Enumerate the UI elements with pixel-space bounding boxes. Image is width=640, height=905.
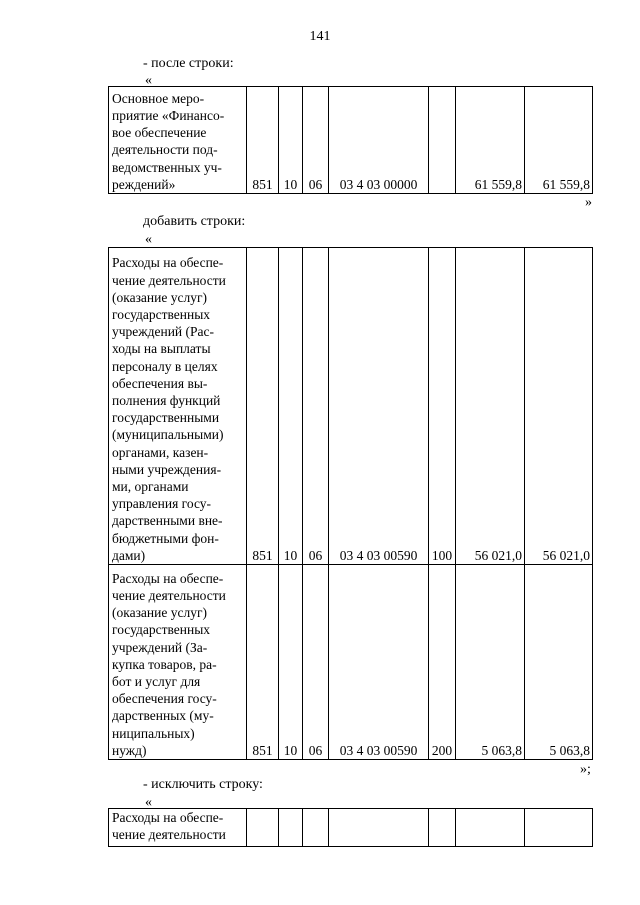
subsection-code-cell: [303, 809, 329, 847]
row-name-line: государственными: [112, 410, 220, 426]
row-name-line: бюджетными фон-: [112, 530, 219, 546]
budget-table-existing-line: [108, 86, 593, 194]
add-lines-instruction: добавить строки:: [143, 214, 246, 229]
row-name-cell: [109, 87, 247, 194]
row-name-line: дарственных (му-: [112, 708, 214, 724]
ministry-code-cell: 851: [247, 248, 279, 565]
budget-table-added-lines: [108, 247, 593, 760]
page-number: 141: [309, 29, 331, 44]
row-name-line: государственных: [112, 622, 211, 638]
row-name-line: управления госу-: [112, 496, 212, 512]
row-name-line: ходы на выплаты: [112, 341, 211, 357]
table-row: [109, 248, 593, 565]
open-quote-mark: «: [145, 232, 152, 247]
row-name-line: чение деятельности: [112, 827, 226, 843]
row-name-line: нужд): [112, 742, 147, 758]
row-name-line: ными учреждения-: [112, 461, 222, 477]
expense-type-cell: [429, 809, 456, 847]
row-name-line: Расходы на обеспе-: [112, 810, 224, 825]
row-name-line: обеспечения вы-: [112, 375, 208, 391]
exclude-line-instruction: - исключить строку:: [143, 777, 263, 792]
row-name-line: (оказание услуг): [112, 289, 207, 305]
row-name-line: обеспечения госу-: [112, 691, 217, 707]
row-name-line: чение деятельности: [112, 272, 226, 288]
row-name-line: учреждений (Рас-: [112, 324, 215, 340]
subsection-code-cell: 06: [303, 87, 329, 194]
row-name-line: органами, казен-: [112, 444, 209, 460]
amount-cell: 5 063,8: [456, 565, 525, 760]
ministry-code-cell: 851: [247, 565, 279, 760]
amount-cell: 61 559,8: [456, 87, 525, 194]
row-name-line: дами): [112, 547, 146, 563]
expense-type-cell: 200: [429, 565, 456, 760]
row-name-line: дарственными вне-: [112, 513, 223, 529]
row-name-cell: [109, 248, 247, 565]
row-name-cell: [109, 565, 247, 760]
section-code-cell: 10: [279, 87, 303, 194]
amount-cell: [456, 809, 525, 847]
row-name-line: деятельности под-: [112, 142, 218, 158]
row-name-line: (муниципальными): [112, 427, 224, 443]
target-article-cell: 03 4 03 00590: [329, 565, 429, 760]
table-row: [109, 87, 593, 194]
after-line-instruction: - после строки:: [143, 56, 234, 71]
amount-cell: 61 559,8: [525, 87, 593, 194]
row-name-line: вое обеспечение: [112, 125, 207, 141]
target-article-cell: 03 4 03 00000: [329, 87, 429, 194]
table-row: [109, 565, 593, 760]
row-name-line: ниципальных): [112, 725, 195, 741]
subsection-code-cell: 06: [303, 248, 329, 565]
row-name-line: государственных: [112, 306, 211, 322]
budget-table-excluded-line: [108, 808, 593, 847]
close-quote-semicolon: »;: [580, 762, 591, 777]
close-quote-mark: »: [585, 195, 592, 210]
row-name-line: полнения функций: [112, 392, 221, 408]
open-quote-mark: «: [145, 795, 152, 810]
amount-cell: [525, 809, 593, 847]
row-name-line: ведомственных уч-: [112, 159, 222, 175]
subsection-code-cell: 06: [303, 565, 329, 760]
target-article-cell: [329, 809, 429, 847]
amount-cell: 56 021,0: [525, 248, 593, 565]
amount-cell: 56 021,0: [456, 248, 525, 565]
ministry-code-cell: 851: [247, 87, 279, 194]
row-name-line: приятие «Финансо-: [112, 107, 225, 123]
expense-type-cell: 100: [429, 248, 456, 565]
amount-cell: 5 063,8: [525, 565, 593, 760]
row-name-line: Основное меро-: [112, 90, 205, 106]
table-row: [109, 809, 593, 847]
row-name-cell: [109, 809, 247, 847]
row-name-line: (оказание услуг): [112, 605, 207, 621]
row-name-line: реждений»: [112, 176, 176, 192]
section-code-cell: 10: [279, 248, 303, 565]
ministry-code-cell: [247, 809, 279, 847]
section-code-cell: [279, 809, 303, 847]
row-name-line: ми, органами: [112, 478, 189, 494]
section-code-cell: 10: [279, 565, 303, 760]
row-name-line: бот и услуг для: [112, 673, 201, 689]
row-name-line: Расходы на обеспе-: [112, 570, 224, 586]
row-name-line: персоналу в целях: [112, 358, 218, 374]
open-quote-mark: «: [145, 73, 152, 88]
row-name-line: купка товаров, ра-: [112, 656, 217, 672]
target-article-cell: 03 4 03 00590: [329, 248, 429, 565]
row-name-line: чение деятельности: [112, 587, 226, 603]
row-name-line: учреждений (За-: [112, 639, 208, 655]
expense-type-cell: [429, 87, 456, 194]
row-name-line: Расходы на обеспе-: [112, 255, 224, 271]
